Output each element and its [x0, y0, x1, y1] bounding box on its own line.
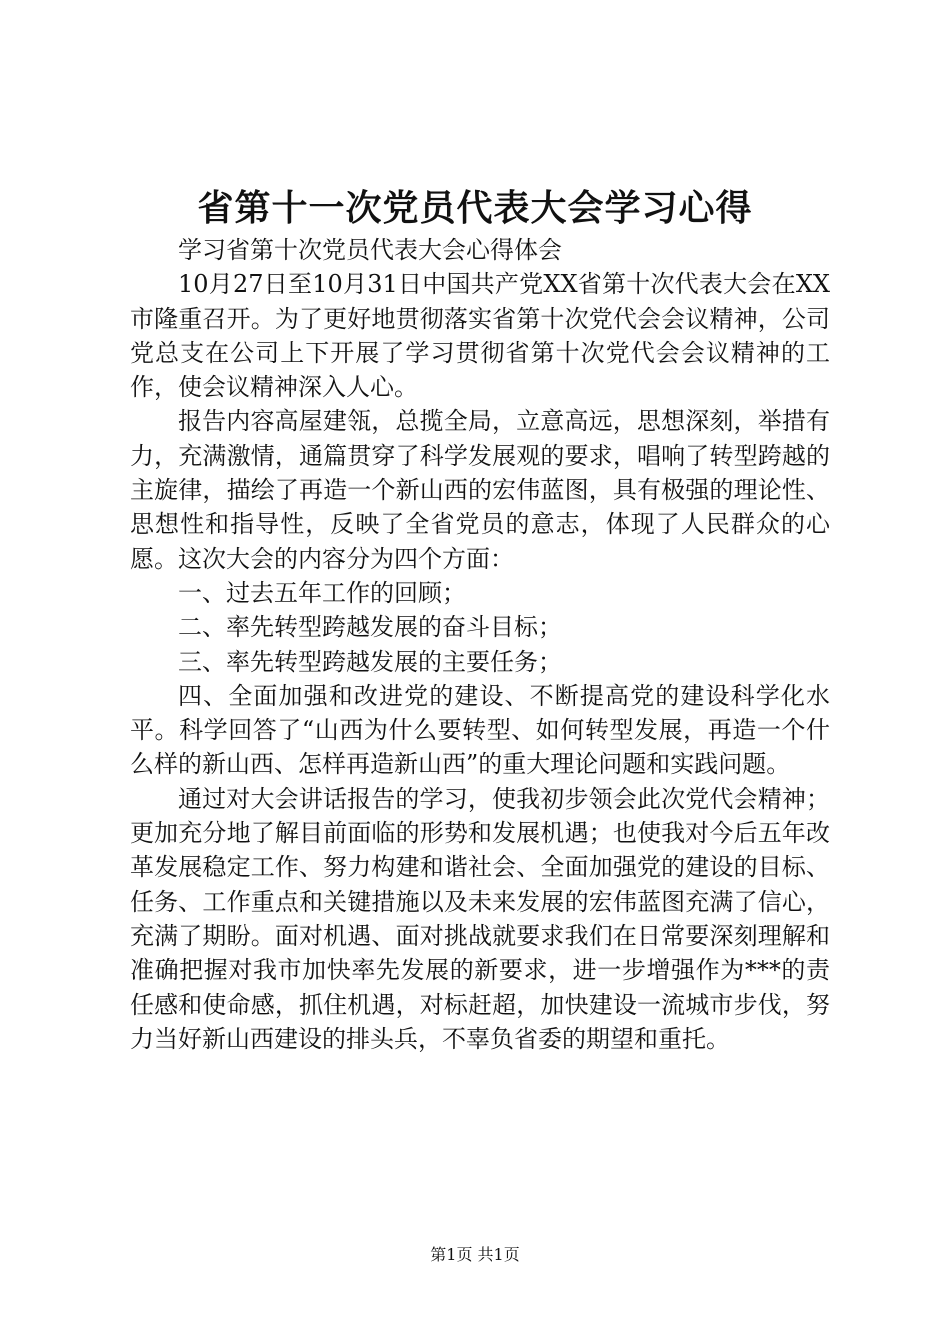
paragraph: 报告内容高屋建瓴，总揽全局，立意高远，思想深刻，举措有力，充满激情，通篇贯穿了科学发展观的要求，唱响了转型跨越的主旋律，描绘了再造一个新山西的宏伟蓝图，具有极强的理论性、思想性和指导性，反映了全省党员的意志，体现了人民群众的心愿。这次大会的内容分为四个方面： [130, 407, 830, 573]
page-footer: 第1页 共1页 [430, 1245, 520, 1264]
list-item: 四、全面加强和改进党的建设、不断提高党的建设科学化水平。科学回答了“山西为什么要转型、如何转型发展，再造一个什么样的新山西、怎样再造新山西”的重大理论问题和实践问题。 [130, 681, 830, 779]
paragraph-heading: 学习省第十次党员代表大会心得体会 [178, 236, 562, 264]
paragraph: 通过对大会讲话报告的学习，使我初步领会此次党代会精神；更加充分地了解目前面临的形势和发展机遇；也使我对今后五年改革发展稳定工作、努力构建和谐社会、全面加强党的建设的目标、任务、工作重点和关键措施以及未来发展的宏伟蓝图充满了信心，充满了期盼。面对机遇、面对挑战就要求我们在日常要深刻理解和准确把握对我市加快率先发展的新要求，进一步增强作为***的责任感和使命感，抓住机遇，对标赶超，加快建设一流城市步伐，努力当好新山西建设的排头兵，不辜负省委的期望和重托。 [130, 784, 830, 1053]
list-item: 一、过去五年工作的回顾； [178, 578, 466, 607]
paragraph: 10月27日至10月31日中国共产党XX省第十次代表大会在XX市隆重召开。为了更好地贯彻落实省第十次党代会会议精神，公司党总支在公司上下开展了学习贯彻省第十次党代会会议精神的工作，使会议精神深入人心。 [130, 270, 830, 402]
document-title: 省第十一次党员代表大会学习心得 [197, 187, 753, 229]
list-item: 二、率先转型跨越发展的奋斗目标； [178, 613, 562, 642]
list-item: 三、率先转型跨越发展的主要任务； [178, 647, 562, 676]
document-body [130, 233, 830, 1056]
